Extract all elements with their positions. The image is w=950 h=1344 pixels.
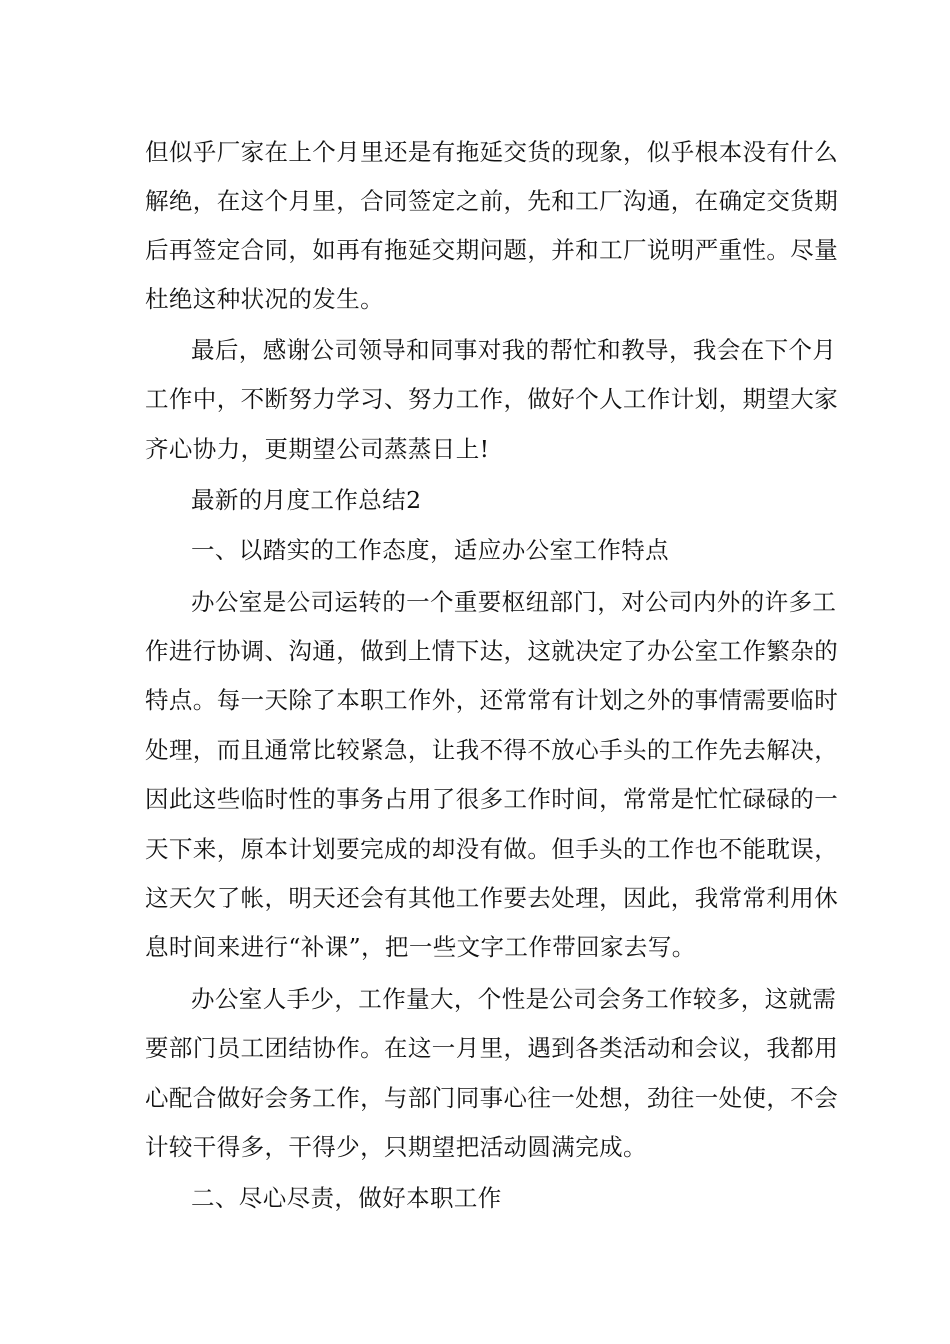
paragraph-line: 作进行协调、沟通，做到上情下达，这就决定了办公室工作繁杂的: [145, 637, 839, 665]
paragraph-line: 要部门员工团结协作。在这一月里，遇到各类活动和会议，我都用: [145, 1034, 839, 1062]
paragraph-line: 因此这些临时性的事务占用了很多工作时间，常常是忙忙碌碌的一: [145, 785, 839, 813]
section-heading: 二、尽心尽责，做好本职工作: [191, 1184, 502, 1212]
paragraph-line: 天下来，原本计划要完成的却没有做。但手头的工作也不能耽误，: [145, 835, 839, 863]
paragraph-line: 解绝，在这个月里，合同签定之前，先和工厂沟通，在确定交货期: [145, 187, 839, 215]
paragraph-line: 最后，感谢公司领导和同事对我的帮忙和教导，我会在下个月: [191, 336, 837, 364]
section-heading: 一、以踏实的工作态度，适应办公室工作特点: [191, 536, 669, 564]
paragraph-line: 办公室是公司运转的一个重要枢纽部门，对公司内外的许多工: [191, 588, 837, 616]
paragraph-line: 工作中，不断努力学习、努力工作，做好个人工作计划，期望大家: [145, 385, 839, 413]
paragraph-line: 处理，而且通常比较紧急，让我不得不放心手头的工作先去解决，: [145, 736, 839, 764]
paragraph-line: 这天欠了帐，明天还会有其他工作要去处理，因此，我常常利用休: [145, 884, 839, 912]
paragraph-line: 特点。每一天除了本职工作外，还常常有计划之外的事情需要临时: [145, 686, 839, 714]
paragraph-line: 计较干得多，干得少，只期望把活动圆满完成。: [145, 1133, 647, 1161]
paragraph-line: 息时间来进行“补课”，把一些文字工作带回家去写。: [145, 933, 696, 961]
paragraph-line: 杜绝这种状况的发生。: [145, 285, 384, 313]
paragraph-line: 心配合做好会务工作，与部门同事心往一处想，劲往一处使，不会: [145, 1084, 839, 1112]
paragraph-line: 但似乎厂家在上个月里还是有拖延交货的现象，似乎根本没有什么: [145, 138, 839, 166]
section-title: 最新的月度工作总结2: [191, 486, 422, 514]
paragraph-line: 后再签定合同，如再有拖延交期问题，并和工厂说明严重性。尽量: [145, 236, 839, 264]
paragraph-line: 齐心协力，更期望公司蒸蒸日上!: [145, 435, 490, 463]
paragraph-line: 办公室人手少，工作量大，个性是公司会务工作较多，这就需: [191, 985, 837, 1013]
